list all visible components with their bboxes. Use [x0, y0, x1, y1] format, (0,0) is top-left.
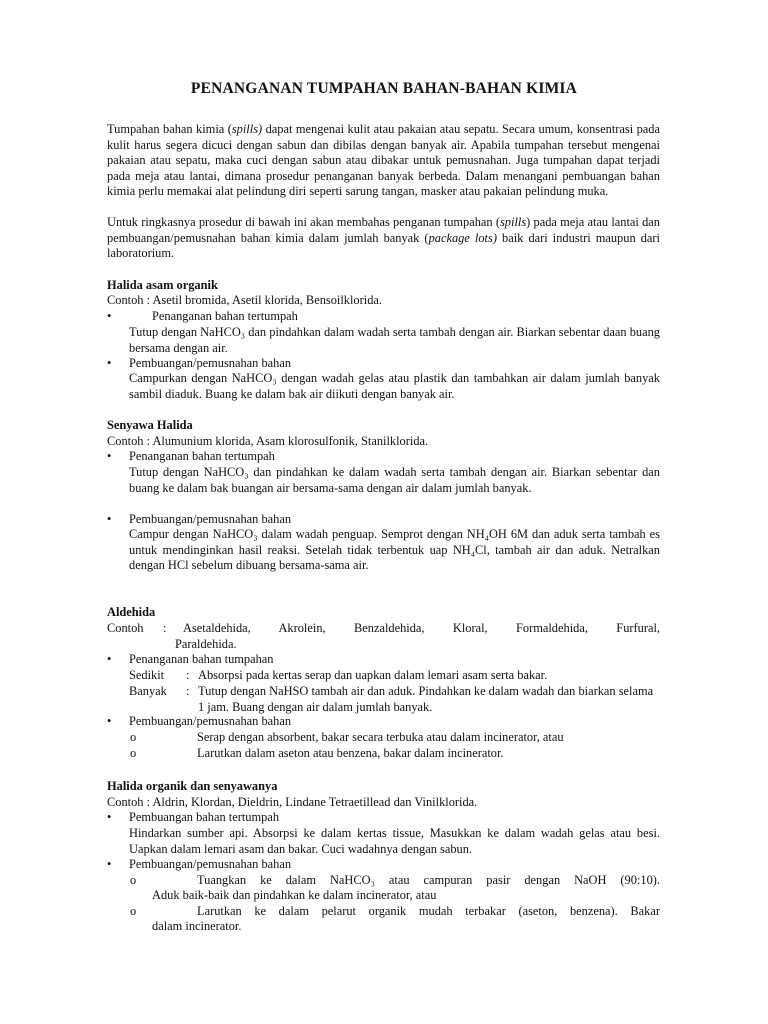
banyak-text: Tutup dengan NaHSO tambah air dan aduk. Pindahkan ke dalam wadah dan biarkan selama 1 jam. Buang dengan air dalam jumlah banyak.	[198, 684, 654, 714]
bullet-label: Pembuangan/pemusnahan bahan	[129, 714, 292, 728]
intro-italic-package: package lots)	[428, 230, 497, 245]
sub-item: Larutkan dalam aseton atau benzena, bakar dalam incinerator.	[197, 746, 504, 760]
banyak-label: Banyak	[129, 684, 167, 698]
bullet-label: Pembuangan bahan tertumpah	[129, 810, 280, 824]
bullet-label: Penanganan bahan tumpahan	[129, 652, 274, 666]
intro-italic-spills: spills)	[231, 122, 263, 136]
bullet-label: Penanganan bahan tertumpah	[129, 449, 275, 463]
contoh-label: Contoh	[107, 621, 144, 635]
bullet-body: Tutup dengan NaHCO₃ dan pindahkan dalam wadah serta tambah dengan air. Biarkan sebentar daan buang bersama dengan air.	[129, 325, 660, 355]
bullet-body: Tutup dengan NaHCO₃ dan pindahkan ke dalam wadah serta tambah dengan air. Biarkan sebentar dan buang ke dalam bak buangan air bersama-sama dengan air dalam jumlah banyak.	[129, 465, 660, 495]
bullet-symbol: •	[107, 714, 112, 728]
sub-item: Larutkan ke dalam pelarut organik mudah terbakar (aseton, benzena). Bakar	[197, 904, 660, 918]
sub-item: Serap dengan absorbent, bakar secara terbuka atau dalam incinerator, atau	[197, 730, 564, 744]
circle-bullet-symbol: o	[130, 873, 137, 887]
page-title: PENANGANAN TUMPAHAN BAHAN-BAHAN KIMIA	[190, 80, 578, 97]
sedikit-label: Sedikit	[129, 668, 165, 682]
intro-text: ) pada meja atau lantai dan pembuangan/pemusnahan bahan kimia dalam jumlah banyak (	[107, 215, 660, 245]
circle-bullet-symbol: o	[130, 730, 137, 744]
bullet-label: Pembuangan/pemusnahan bahan	[129, 512, 292, 526]
bullet-body: Campur dengan NaHCO₃ dalam wadah penguap. Semprot dengan NH₄OH 6M dan aduk serta tambah es untuk mendinginkan hasil reaksi. Setelah tidak terbentuk uap NH₄Cl, tambah air dan aduk. Netralkan dengan HCl sebelum dibuang bersama-sama air.	[129, 527, 660, 573]
section-heading: Aldehida	[107, 605, 156, 619]
section-heading: Senyawa Halida	[107, 418, 193, 432]
intro-italic-spills: spills	[499, 215, 527, 229]
bullet-symbol: •	[107, 810, 112, 824]
section-heading: Halida asam organik	[107, 278, 218, 292]
bullet-symbol: •	[107, 857, 112, 871]
bullet-symbol: •	[107, 309, 112, 323]
intro-text: Untuk ringkasnya prosedur di bawah ini akan membahas penganan tumpahan (	[107, 215, 500, 229]
bullet-symbol: •	[107, 512, 112, 526]
intro-text: Tumpahan bahan kimia (	[107, 122, 232, 136]
bullet-symbol: •	[107, 356, 112, 370]
sedikit-colon: :	[186, 668, 190, 682]
bullet-body: Hindarkan sumber api. Absorpsi ke dalam kertas tissue, Masukkan ke dalam wadah gelas atau besi. Uapkan dalam lemari asam dan bakar. Cuci wadahnya dengan sabun.	[129, 826, 660, 856]
bullet-label: Pembuangan/pemusnahan bahan	[129, 356, 292, 370]
circle-bullet-symbol: o	[130, 746, 137, 760]
circle-bullet-symbol: o	[130, 904, 137, 918]
contoh-text: Asetaldehida, Akrolein, Benzaldehida, Kloral, Formaldehida, Furfural,	[183, 621, 660, 635]
contoh-colon: :	[163, 621, 167, 635]
intro-paragraph-1	[107, 122, 660, 200]
contoh-text-continued: Paraldehida.	[175, 637, 237, 651]
section-heading: Halida organik dan senyawanya	[107, 779, 278, 793]
bullet-symbol: •	[107, 449, 112, 463]
sedikit-text: Absorpsi pada kertas serap dan uapkan dalam lemari asam serta bakar.	[198, 668, 548, 682]
intro-text: dapat mengenai kulit atau pakaian atau sepatu. Secara umum, konsentrasi pada kulit harus segera dicuci dengan sabun dan dibilas dengan banyak air. Apabila tumpahan tersebut mengenai pakaian atau sepatu, maka cuci dengan sabun atau dibakar untuk pemusnahan. Juga tumpahan dapat terjadi pada meja atau lantai, dimana prosedur penanganan banyak berbeda. Dalam menangani pembuangan bahan kimia perlu memakai alat pelindung diri seperti sarung tangan, masker atau pakaian pelindung muka.	[107, 122, 660, 199]
section-contoh: Contoh : Aldrin, Klordan, Dieldrin, Lindane Tetraetillead dan Vinilklorida.	[107, 795, 478, 809]
bullet-symbol: •	[107, 652, 112, 666]
intro-paragraph-2	[107, 215, 660, 262]
section-contoh: Contoh : Asetil bromida, Asetil klorida, Bensoilklorida.	[107, 293, 382, 307]
sub-item-continued: dalam incinerator.	[152, 919, 242, 933]
banyak-colon: :	[186, 684, 190, 698]
bullet-label: Penanganan bahan tertumpah	[152, 309, 298, 323]
bullet-label: Pembuangan/pemusnahan bahan	[129, 857, 292, 871]
section-contoh: Contoh : Alumunium klorida, Asam klorosulfonik, Stanilklorida.	[107, 434, 429, 448]
sub-item: Tuangkan ke dalam NaHCO₃ atau campuran pasir dengan NaOH (90:10).	[197, 873, 660, 887]
bullet-body: Campurkan dengan NaHCO₃ dengan wadah gelas atau plastik dan tambahkan air dalam jumlah banyak sambil diaduk. Buang ke dalam bak air diikuti dengan banyak air.	[129, 371, 660, 401]
intro-text: baik dari industri maupun dari laboratorium.	[107, 230, 660, 261]
sub-item-continued: Aduk baik-baik dan pindahkan ke dalam incinerator, atau	[152, 888, 437, 902]
